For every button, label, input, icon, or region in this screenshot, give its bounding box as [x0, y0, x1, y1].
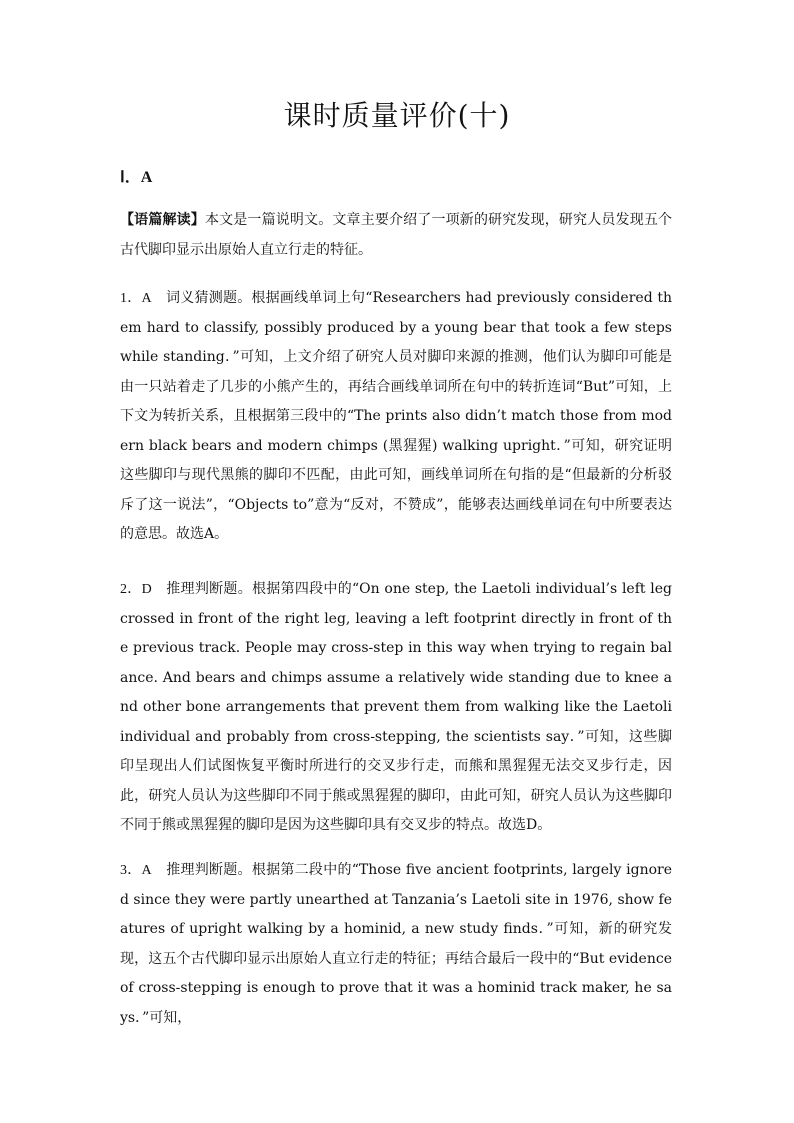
- answer-explanation: 推理判断题。根据第四段中的“On one step, the Laetoli individual’s left leg crossed in front of the right leg, leaving a left footprint directly in front of the previous track. People may cross-step in this way when trying to regain balance. And bears and chimps assume a relatively wide standing due to knee and other bone arrangements that prevent them from walking like the Laetoli individual and probably from cross-stepping, the scientists say．”可知，这些脚印呈现出人们试图恢复平衡时所进行的交叉步行走，而熊和黑猩猩无法交叉步行走，因此，研究人员认为这些脚印不同于熊或黑猩猩的脚印，由此可知，研究人员认为这些脚印不同于熊或黑猩猩的脚印是因为这些脚印具有交叉步的特点。故选D。: [120, 581, 672, 833]
- section-heading: Ⅰ．A: [120, 169, 153, 186]
- answer-explanation: 词义猜测题。根据画线单词上句“Researchers had previously considered them hard to classify, possibly produced by a young bear that took a few steps while standing．”可知，上文介绍了研究人员对脚印来源的推测，他们认为脚印可能是由一只站着走了几步的小熊产生的，再结合画线单词所在句中的转折连词“But”可知，上下文为转折关系，且根据第三段中的“The prints also didn’t match those from modern black bears and modern chimps (黑猩猩) walking upright．”可知，研究证明这些脚印与现代黑熊的脚印不匹配，由此可知，画线单词所在句指的是“但最新的分析驳斥了这一说法”，“Objects to”意为“反对，不赞成”，能够表达画线单词在句中所要表达的意思。故选A。: [120, 290, 672, 542]
- passage-analysis-text: 本文是一篇说明文。文章主要介绍了一项新的研究发现，研究人员发现五个古代脚印显示出原始人直立行走的特征。: [120, 212, 673, 258]
- answer-item-1: [120, 284, 672, 550]
- passage-analysis: [120, 206, 672, 265]
- answer-item-2: [120, 575, 672, 841]
- answer-explanation: 推理判断题。根据第二段中的“Those five ancient footprints, largely ignored since they were partly unearthed at Tanzania’s Laetoli site in 1976, show features of upright walking by a hominid, a new study finds．”可知，新的研究发现，这五个古代脚印显示出原始人直立行走的特征；再结合最后一段中的“But evidence of cross-stepping is enough to prove that it was a hominid track maker, he says．”可知，: [120, 862, 672, 1026]
- page-title: 课时质量评价(十): [283, 99, 511, 132]
- passage-analysis-label: 【语篇解读】: [120, 212, 205, 228]
- answer-item-3: [120, 856, 672, 1033]
- answer-number: 3．A: [120, 863, 152, 878]
- answer-number: 1．A: [120, 291, 152, 306]
- answer-number: 2．D: [120, 582, 152, 597]
